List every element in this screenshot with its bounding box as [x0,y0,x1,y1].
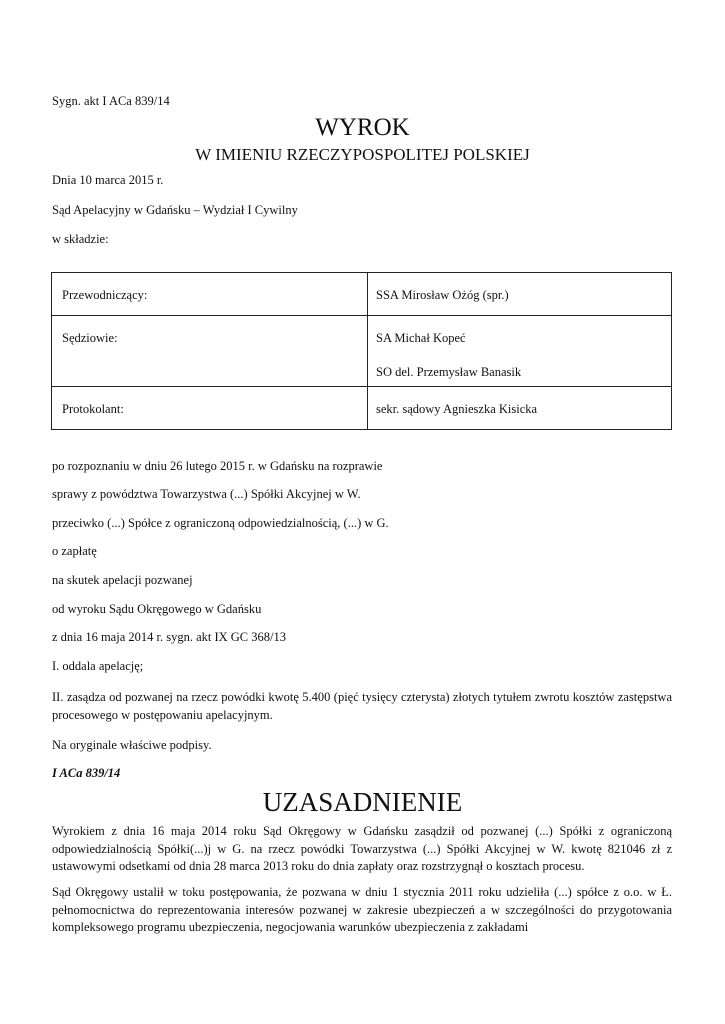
role-clerk: Protokolant: [62,402,124,416]
body-line: o zapłatę [52,544,97,558]
body-line: przeciwko (...) Spółce z ograniczoną odpowiedzialnością, (...) w G. [52,516,389,530]
name-presiding: SSA Mirosław Ożóg (spr.) [376,288,509,302]
name-clerk: sekr. sądowy Agnieszka Kisicka [376,402,538,416]
ruling-2: II. zasądza od pozwanej na rzecz powódki kwotę 5.400 (pięć tysięcy czterysta) złotych tytułem zwrotu kosztów zastępstwa procesowego w postępowaniu apelacyjnym. [52,690,672,722]
justification-paragraph: Wyrokiem z dnia 16 maja 2014 roku Sąd Okręgowy w Gdańsku zasądził od pozwanej (...) Spółki z ograniczoną odpowiedzialnością Spółki(...)j w G. na rzecz powódki Towarzystwa (...) Spółki Akcyjnej w W. kwotę 821046 zł z ustawowymi odsetkami od dnia 28 marca 2013 roku do dnia zapłaty oraz rozstrzygnął o kosztach procesu. [52,824,672,873]
body-line: na skutek apelacji pozwanej [52,573,193,587]
name-judge-2: SO del. Przemysław Banasik [376,365,522,379]
justification-heading: UZASADNIENIE [262,787,463,817]
court-composition-table [51,272,672,430]
body-line: sprawy z powództwa Towarzystwa (...) Spółki Akcyjnej w W. [52,487,361,501]
court-name: Sąd Apelacyjny w Gdańsku – Wydział I Cywilny [52,203,298,217]
judgment-title: WYROK [315,114,410,141]
body-line: po rozpoznaniu w dniu 26 lutego 2015 r. w Gdańsku na rozprawie [52,459,383,473]
signatures-note: Na oryginale właściwe podpisy. [52,738,212,752]
ruling-1: I. oddala apelację; [52,659,144,673]
body-line: od wyroku Sądu Okręgowego w Gdańsku [52,602,262,616]
judgment-date: Dnia 10 marca 2015 r. [52,173,164,187]
role-judges: Sędziowie: [62,331,118,345]
name-judge-1: SA Michał Kopeć [376,331,466,345]
role-presiding: Przewodniczący: [62,288,148,302]
composition-label: w składzie: [52,232,109,246]
justification-case-ref: I ACa 839/14 [52,766,121,780]
judgment-subtitle: W IMIENIU RZECZYPOSPOLITEJ POLSKIEJ [195,145,530,164]
table-row [52,316,672,387]
table-row [52,273,672,316]
table-row [52,387,672,430]
justification-paragraph: Sąd Okręgowy ustalił w toku postępowania, że pozwana w dniu 1 stycznia 2011 roku udzieliła (...) spółce z o.o. w Ł. pełnomocnictwa do reprezentowania interesów pozwanej w zakresie ubezpieczeń a w szczególności do przygotowania kompleksowego programu ubezpieczenia, negocjowania warunków ubezpieczenia z zakładami [52,885,672,934]
body-line: z dnia 16 maja 2014 r. sygn. akt IX GC 368/13 [52,630,286,644]
case-signature: Sygn. akt I ACa 839/14 [52,94,170,108]
